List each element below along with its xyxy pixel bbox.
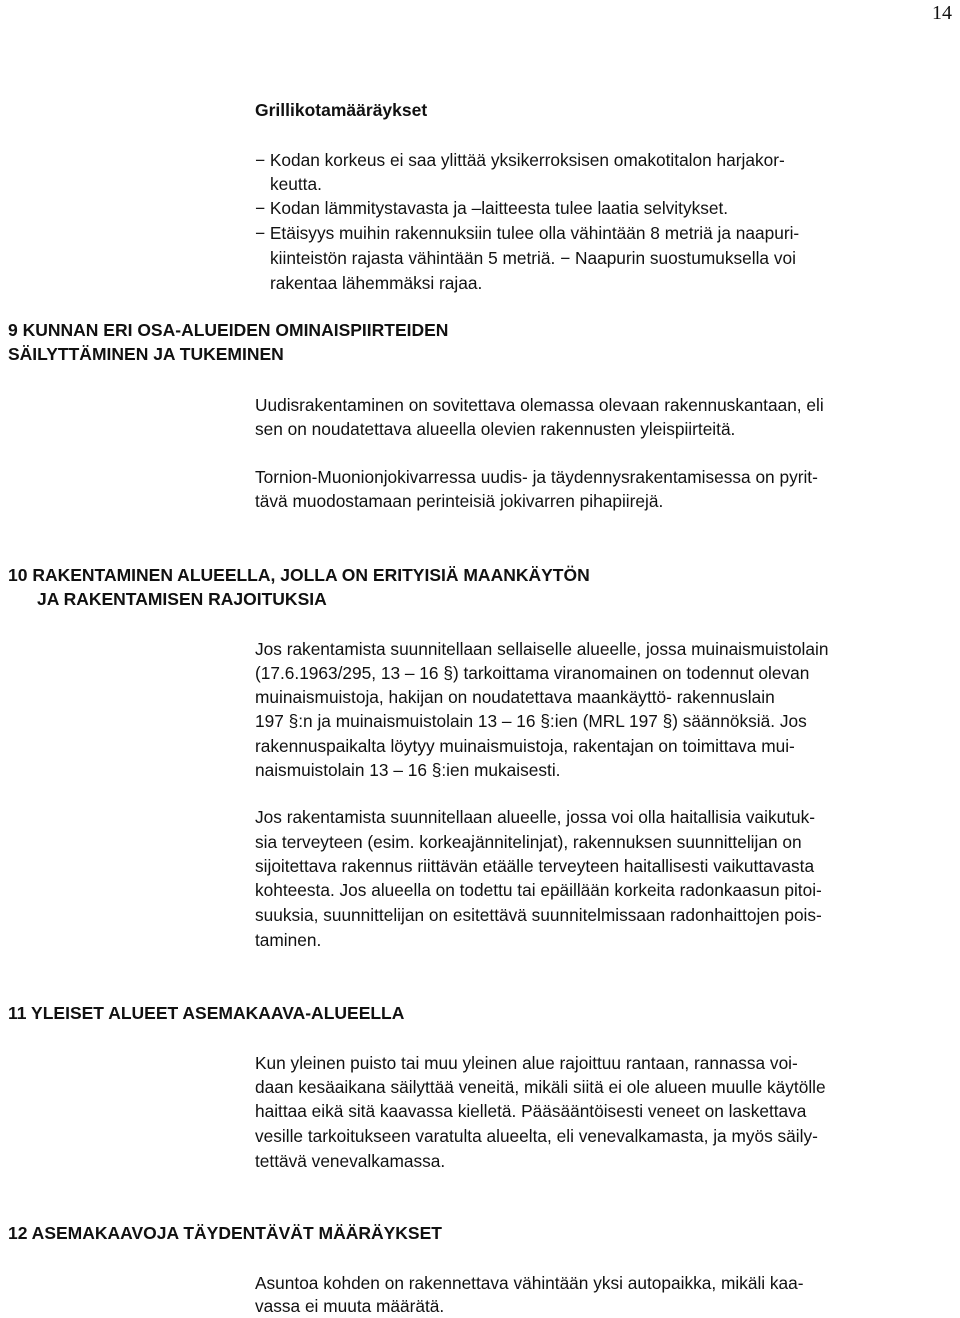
section9-p2-line: tävä muodostamaan perinteisiä jokivarren pihapiirejä. bbox=[255, 491, 664, 511]
section10-p2-line: Jos rakentamista suunnitellaan alueelle, jossa voi olla haitallisia vaikutuk- bbox=[255, 807, 816, 827]
section12-p1-line: vassa ei muuta määrätä. bbox=[255, 1296, 445, 1316]
section12-p1-line: Asuntoa kohden on rakennettava vähintään yksi autopaikka, mikäli kaa- bbox=[255, 1273, 804, 1293]
section10-p1-line: Jos rakentamista suunnitellaan sellaiselle alueelle, jossa muinaismuistolain bbox=[255, 639, 829, 659]
grill-line: rakentaa lähemmäksi rajaa. bbox=[270, 273, 483, 293]
section10-p1-line: rakennuspaikalta löytyy muinaismuistoja, rakentajan on toimittava mui- bbox=[255, 736, 795, 756]
section10-heading-line2: JA RAKENTAMISEN RAJOITUKSIA bbox=[37, 589, 327, 609]
section9-p2-line: Tornion-Muonionjokivarressa uudis- ja täydennysrakentamisessa on pyrit- bbox=[255, 467, 818, 487]
section11-p1-line: Kun yleinen puisto tai muu yleinen alue rajoittuu rantaan, rannassa voi- bbox=[255, 1053, 798, 1073]
section9-p1-line: sen on noudatettava alueella olevien rakennusten yleispiirteitä. bbox=[255, 419, 736, 439]
section10-p2-line: kohteesta. Jos alueella on todettu tai epäillään korkeita radonkaasun pitoi- bbox=[255, 880, 822, 900]
grill-line: kiinteistön rajasta vähintään 5 metriä. − Naapurin suostumuksella voi bbox=[270, 248, 796, 268]
section10-p1-line: (17.6.1963/295, 13 – 16 §) tarkoittama viranomainen on todennut olevan bbox=[255, 663, 810, 683]
section10-heading-line1: 10 RAKENTAMINEN ALUEELLA, JOLLA ON ERITYISIÄ MAANKÄYTÖN bbox=[8, 565, 590, 585]
grill-line: − Etäisyys muihin rakennuksiin tulee olla vähintään 8 metriä ja naapuri- bbox=[255, 223, 800, 243]
section10-p2-line: suuksia, suunnittelijan on esitettävä suunnitelmissaan radonhaittojen pois- bbox=[255, 905, 822, 925]
section11-heading: 11 YLEISET ALUEET ASEMAKAAVA-ALUEELLA bbox=[8, 1003, 405, 1023]
section9-heading-line2: SÄILYTTÄMINEN JA TUKEMINEN bbox=[8, 344, 284, 364]
grill-line: − Kodan lämmitystavasta ja –laitteesta tulee laatia selvitykset. bbox=[255, 198, 729, 218]
section11-p1-line: vesille tarkoitukseen varatulta alueelta, eli venevalkamasta, ja myös säily- bbox=[255, 1126, 818, 1146]
grill-line: − Kodan korkeus ei saa ylittää yksikerroksisen omakotitalon harjakor- bbox=[255, 150, 785, 170]
grill-title: Grillikotamääräykset bbox=[255, 100, 428, 120]
section10-p1-line: naismuistolain 13 – 16 §:ien mukaisesti. bbox=[255, 760, 561, 780]
section11-p1-line: daan kesäaikana säilyttää veneitä, mikäli siitä ei ole alueen muulle käytölle bbox=[255, 1077, 826, 1097]
section11-p1-line: tettävä venevalkamassa. bbox=[255, 1151, 446, 1171]
section10-p1-line: muinaismuistoja, hakijan on noudatettava maankäyttö- rakennuslain bbox=[255, 687, 775, 707]
section12-heading: 12 ASEMAKAAVOJA TÄYDENTÄVÄT MÄÄRÄYKSET bbox=[8, 1223, 442, 1243]
section9-p1-line: Uudisrakentaminen on sovitettava olemassa olevaan rakennuskantaan, eli bbox=[255, 395, 824, 415]
section9-heading-line1: 9 KUNNAN ERI OSA-ALUEIDEN OMINAISPIIRTEIDEN bbox=[8, 320, 449, 340]
section10-p2-line: sijoitettava rakennus riittävän etäälle terveyteen haitallisesti vaikuttavasta bbox=[255, 856, 815, 876]
section10-p2-line: taminen. bbox=[255, 930, 322, 950]
section10-p1-line: 197 §:n ja muinaismuistolain 13 – 16 §:ien (MRL 197 §) säännöksiä. Jos bbox=[255, 711, 807, 731]
page-number: 14 bbox=[932, 2, 952, 24]
grill-line: keutta. bbox=[270, 174, 322, 194]
section11-p1-line: haittaa eikä sitä kaavassa kielletä. Pääsääntöisesti veneet on laskettava bbox=[255, 1101, 807, 1121]
section10-p2-line: sia terveyteen (esim. korkeajännitelinjat), rakennuksen suunnittelijan on bbox=[255, 832, 802, 852]
